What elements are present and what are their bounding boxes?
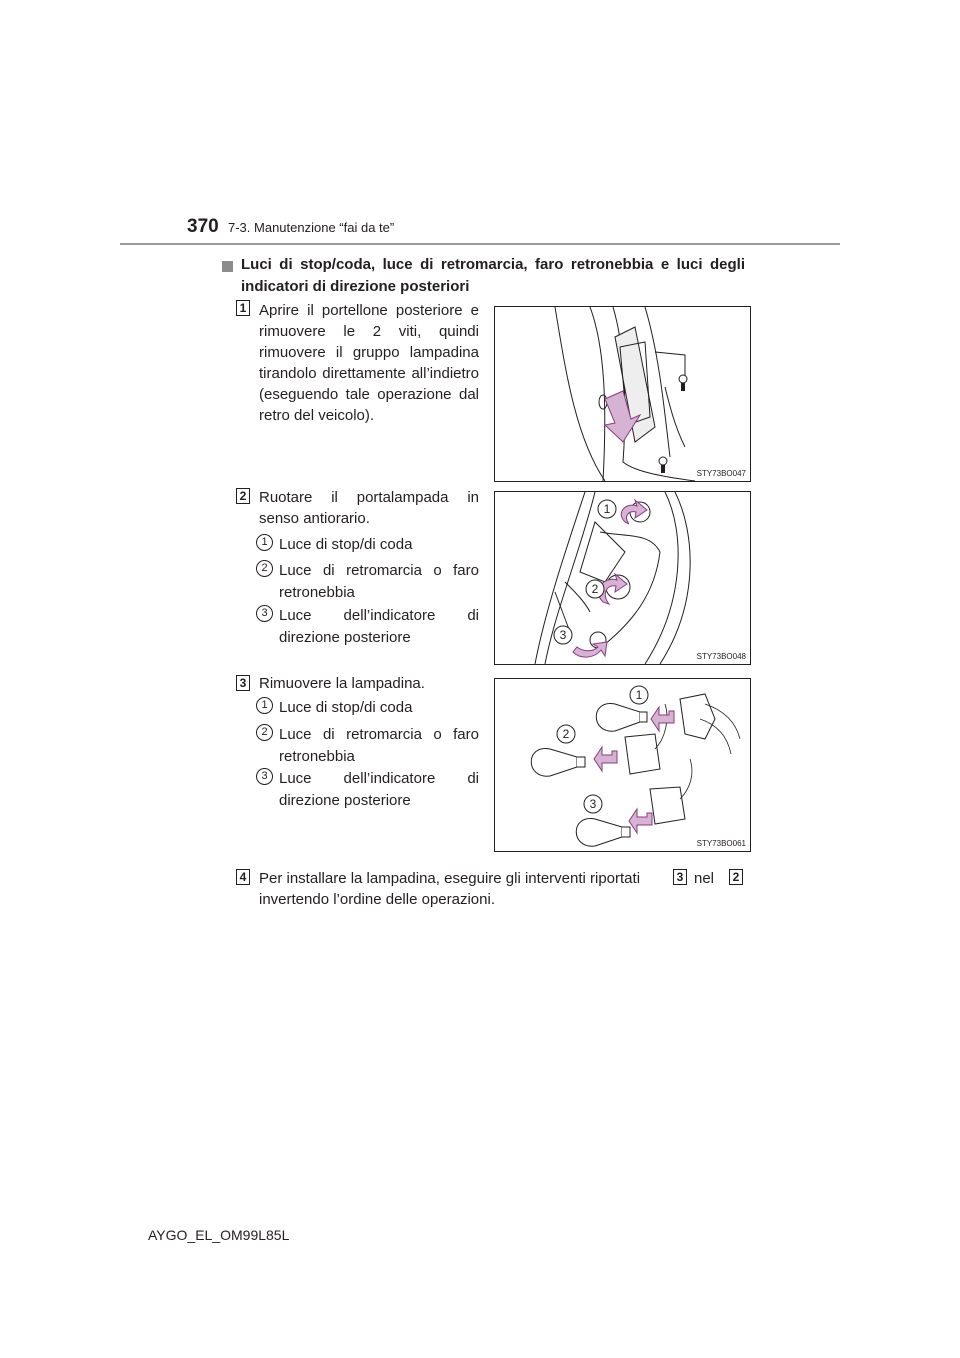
step-2-item-1-text: Luce di stop/di coda	[279, 536, 413, 553]
figure-2-label-1: 1	[603, 502, 611, 516]
heading-square-icon	[222, 261, 233, 272]
step-2-marker: 2	[236, 488, 250, 504]
footer-code: AYGO_EL_OM99L85L	[148, 1227, 290, 1243]
socket-icon	[650, 787, 685, 824]
step-3-item-2-marker: 2	[256, 724, 273, 741]
figure-1	[494, 306, 751, 482]
header-rule	[120, 243, 840, 245]
figure-3-label-1: 1	[635, 688, 643, 702]
step-4-text-before: Per installare la lampadina, eseguire gli interventi riportati	[259, 870, 641, 887]
bulb-icon	[596, 704, 640, 732]
figure-3-code: STY73BO061	[696, 839, 746, 848]
step-2-item-1-marker: 1	[256, 534, 273, 551]
step-2-item-2-marker: 2	[256, 560, 273, 577]
step-3-text: Rimuovere la lampadina.	[259, 675, 425, 692]
page-number: 370	[187, 216, 219, 237]
step-2-item-2-text: Luce di retromarcia o faro retronebbia	[279, 562, 479, 601]
figure-3-illustration	[495, 679, 750, 851]
bulb-icon	[531, 749, 577, 777]
figure-2-label-2: 2	[591, 582, 599, 596]
section-title: 7-3. Manutenzione “fai da te”	[228, 220, 395, 235]
step-3-marker: 3	[236, 675, 250, 691]
figure-1-code: STY73BO047	[696, 469, 746, 478]
step-4-line-1	[259, 868, 640, 889]
step-2-item-3-text: Luce dell’indicatore di direzione posteriore	[279, 607, 479, 646]
step-1-marker: 1	[236, 300, 250, 316]
figure-2	[494, 491, 751, 665]
step-3-item-1-marker: 1	[256, 697, 273, 714]
step-3-item-3-text: Luce dell’indicatore di direzione posteriore	[279, 770, 479, 809]
section-heading: Luci di stop/coda, luce di retromarcia, faro retronebbia e luci degli indicatori di direzione posteriori	[241, 256, 745, 295]
step-4-text-after: invertendo l’ordine delle operazioni.	[259, 891, 495, 908]
step-3-item-2-text: Luce di retromarcia o faro retronebbia	[279, 726, 479, 765]
step-3-item-3-marker: 3	[256, 768, 273, 785]
figure-2-label-3: 3	[559, 628, 567, 642]
figure-3-label-2: 2	[562, 727, 570, 741]
figure-3-label-3: 3	[589, 797, 597, 811]
screw-icon	[679, 375, 687, 391]
step-1-text: Aprire il portellone posteriore e rimuovere le 2 viti, quindi rimuovere il gruppo lampadina tirandolo direttamente all’indietro (eseguendo tale operazione dal retro del veicolo).	[259, 302, 479, 424]
step-ref-3[interactable]: 3	[673, 869, 687, 885]
step-ref-2[interactable]: 2	[729, 869, 743, 885]
step-2-item-3-marker: 3	[256, 605, 273, 622]
remove-arrow-icon	[651, 707, 674, 731]
figure-2-illustration	[495, 492, 750, 664]
remove-arrow-icon	[629, 809, 652, 833]
step-2-text: Ruotare il portalampada in senso antiorario.	[259, 489, 479, 527]
step-4-text-middle: nel	[694, 870, 715, 887]
screw-icon	[659, 457, 667, 473]
socket-icon	[625, 734, 660, 774]
figure-2-code: STY73BO048	[696, 652, 746, 661]
remove-arrow-icon	[594, 747, 617, 771]
step-4-marker: 4	[236, 869, 250, 885]
socket-icon	[680, 694, 715, 739]
step-3-item-1-text: Luce di stop/di coda	[279, 699, 413, 716]
figure-1-illustration	[495, 307, 750, 481]
rotate-arrow-icon	[573, 642, 607, 657]
bulb-icon	[576, 819, 622, 847]
figure-3	[494, 678, 751, 852]
